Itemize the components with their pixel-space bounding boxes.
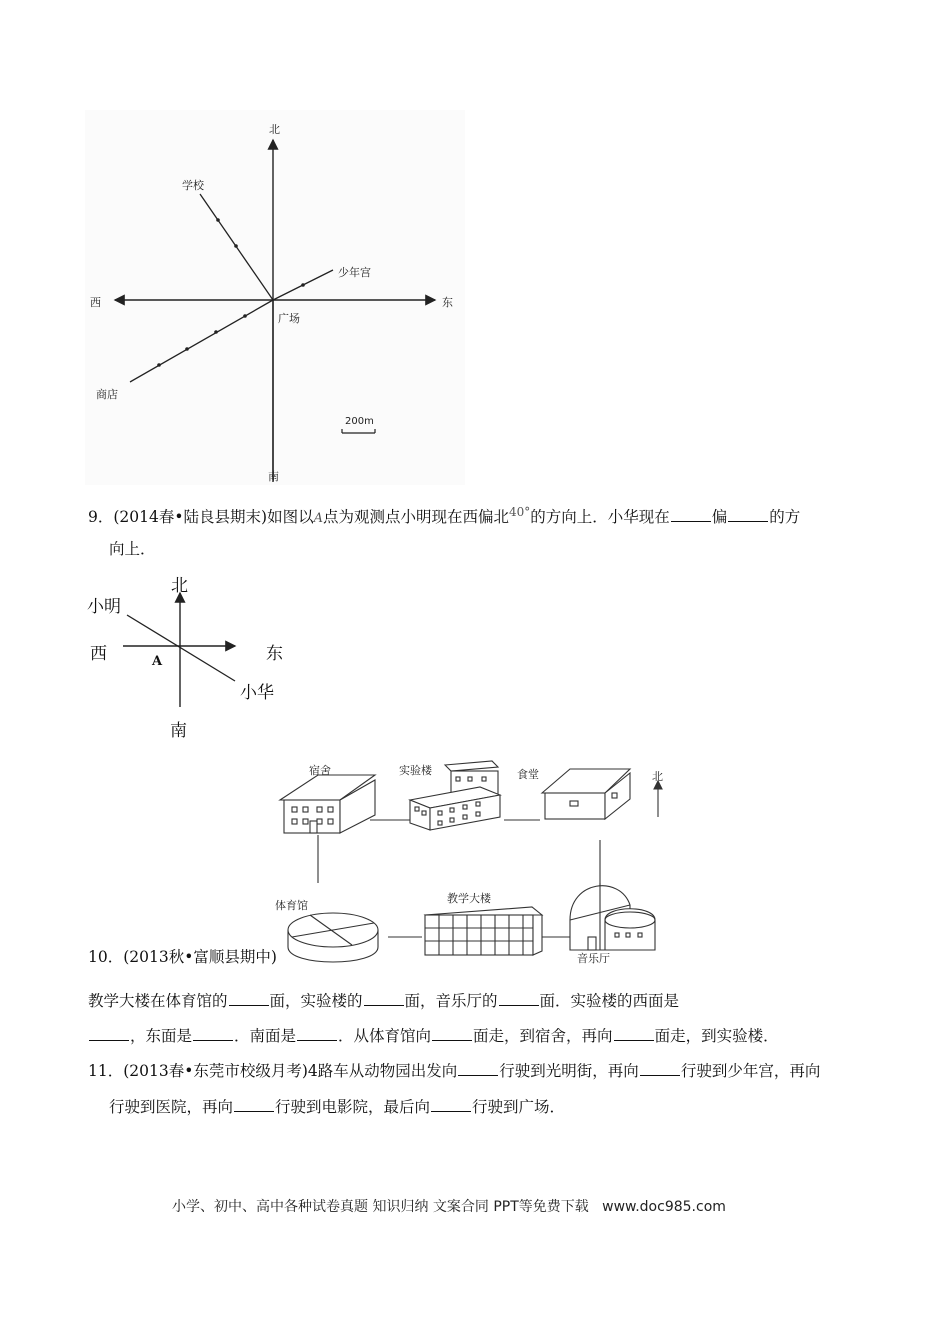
question-text: 面，实验楼的 <box>269 992 363 1010</box>
question-text: 面．实验楼的西面是 <box>539 992 680 1010</box>
label-north-arrow: 北 <box>652 770 663 783</box>
label-scale: 200m <box>345 416 374 427</box>
var-a: A <box>313 511 323 527</box>
angle-value: 40° <box>508 505 531 519</box>
question-9-line-1 <box>88 503 800 529</box>
question-9-line-2 <box>109 538 156 561</box>
answer-blank[interactable] <box>432 1026 472 1041</box>
label-south: 南 <box>268 470 279 483</box>
answer-blank[interactable] <box>671 507 711 522</box>
question-number: 10． <box>88 948 124 966</box>
answer-blank[interactable] <box>499 991 539 1006</box>
answer-blank[interactable] <box>297 1026 337 1041</box>
label-west: 西 <box>90 296 101 309</box>
answer-blank[interactable] <box>193 1026 233 1041</box>
question-10-line-2 <box>88 1025 779 1048</box>
answer-blank[interactable] <box>431 1097 471 1112</box>
answer-blank[interactable] <box>728 507 768 522</box>
label-xiaohua: 小华 <box>240 683 274 703</box>
label-shop: 商店 <box>96 388 118 401</box>
label-music: 音乐厅 <box>577 952 610 965</box>
label-west: 西 <box>90 644 107 664</box>
label-north: 北 <box>269 123 280 136</box>
question-11-line-2 <box>109 1096 565 1119</box>
question-text: 行驶到少年宫，再向 <box>680 1062 821 1080</box>
label-canteen: 食堂 <box>517 768 539 781</box>
question-text: ．从体育馆向 <box>338 1027 432 1045</box>
answer-blank[interactable] <box>234 1097 274 1112</box>
question-10-header <box>88 946 277 969</box>
compass-map-figure <box>85 110 465 485</box>
label-point-a: A <box>152 654 163 669</box>
question-11-line-1 <box>88 1060 820 1083</box>
label-school: 学校 <box>182 179 204 192</box>
question-text: 的方 <box>769 508 801 527</box>
answer-blank[interactable] <box>229 991 269 1006</box>
question-text: 面走，到实验楼． <box>654 1027 779 1045</box>
question-source: (2013春•东莞市校级月考) <box>123 1062 308 1080</box>
question-text: 行驶到光明街，再向 <box>499 1062 639 1080</box>
question-text: 行驶到电影院，最后向 <box>275 1098 431 1116</box>
question-text: 面，音乐厅的 <box>404 992 498 1010</box>
question-10-line-1 <box>88 990 679 1013</box>
footer-text: 小学、初中、高中各种试卷真题 知识归纳 文案合同 PPT等免费下载 <box>172 1199 589 1215</box>
answer-blank[interactable] <box>89 1026 129 1041</box>
label-square: 广场 <box>278 312 300 325</box>
question-text: 行驶到广场． <box>472 1098 566 1116</box>
campus-map-figure <box>270 755 680 970</box>
page-footer <box>172 1196 726 1216</box>
question-text: 面走，到宿舍，再向 <box>473 1027 613 1045</box>
label-teaching: 教学大楼 <box>447 892 491 905</box>
answer-blank[interactable] <box>364 991 404 1006</box>
label-east: 东 <box>442 296 453 309</box>
label-lab: 实验楼 <box>399 764 432 777</box>
question-text: 向上． <box>109 540 156 558</box>
label-youth-palace: 少年宫 <box>338 266 371 279</box>
answer-blank[interactable] <box>614 1026 654 1041</box>
music-hall-building <box>570 883 655 950</box>
canteen-building <box>542 769 630 819</box>
label-dorm: 宿舍 <box>309 764 331 777</box>
question-text: 偏 <box>711 508 728 527</box>
label-south: 南 <box>170 721 187 741</box>
label-xiaoming: 小明 <box>87 597 121 617</box>
label-gym: 体育馆 <box>275 899 308 912</box>
label-north: 北 <box>171 576 188 596</box>
question-text: 如图以 <box>267 508 314 527</box>
dorm-building <box>280 775 375 833</box>
question-source: (2013秋•富顺县期中) <box>123 948 277 966</box>
question-number: 11． <box>88 1062 124 1080</box>
question-text: ．南面是 <box>234 1027 297 1045</box>
question-text: 教学大楼在体育馆的 <box>88 992 228 1010</box>
question-text: 行驶到医院，再向 <box>109 1098 234 1116</box>
question-text: 的方向上．小华现在 <box>530 508 670 527</box>
question-text: 点为观测点小明现在西偏北 <box>322 508 509 527</box>
gym-building <box>288 913 378 962</box>
question-text: ，东面是 <box>130 1027 193 1045</box>
label-east: 东 <box>266 644 283 664</box>
teaching-building <box>425 907 542 955</box>
question-text: 4路车从动物园出发向 <box>307 1062 458 1080</box>
footer-site-link[interactable]: www.doc985.com <box>602 1199 726 1215</box>
answer-blank[interactable] <box>640 1061 680 1076</box>
question-number: 9． <box>88 508 114 527</box>
direction-line <box>127 615 235 681</box>
question-source: (2014春•陆良县期末) <box>113 508 268 527</box>
answer-blank[interactable] <box>458 1061 498 1076</box>
